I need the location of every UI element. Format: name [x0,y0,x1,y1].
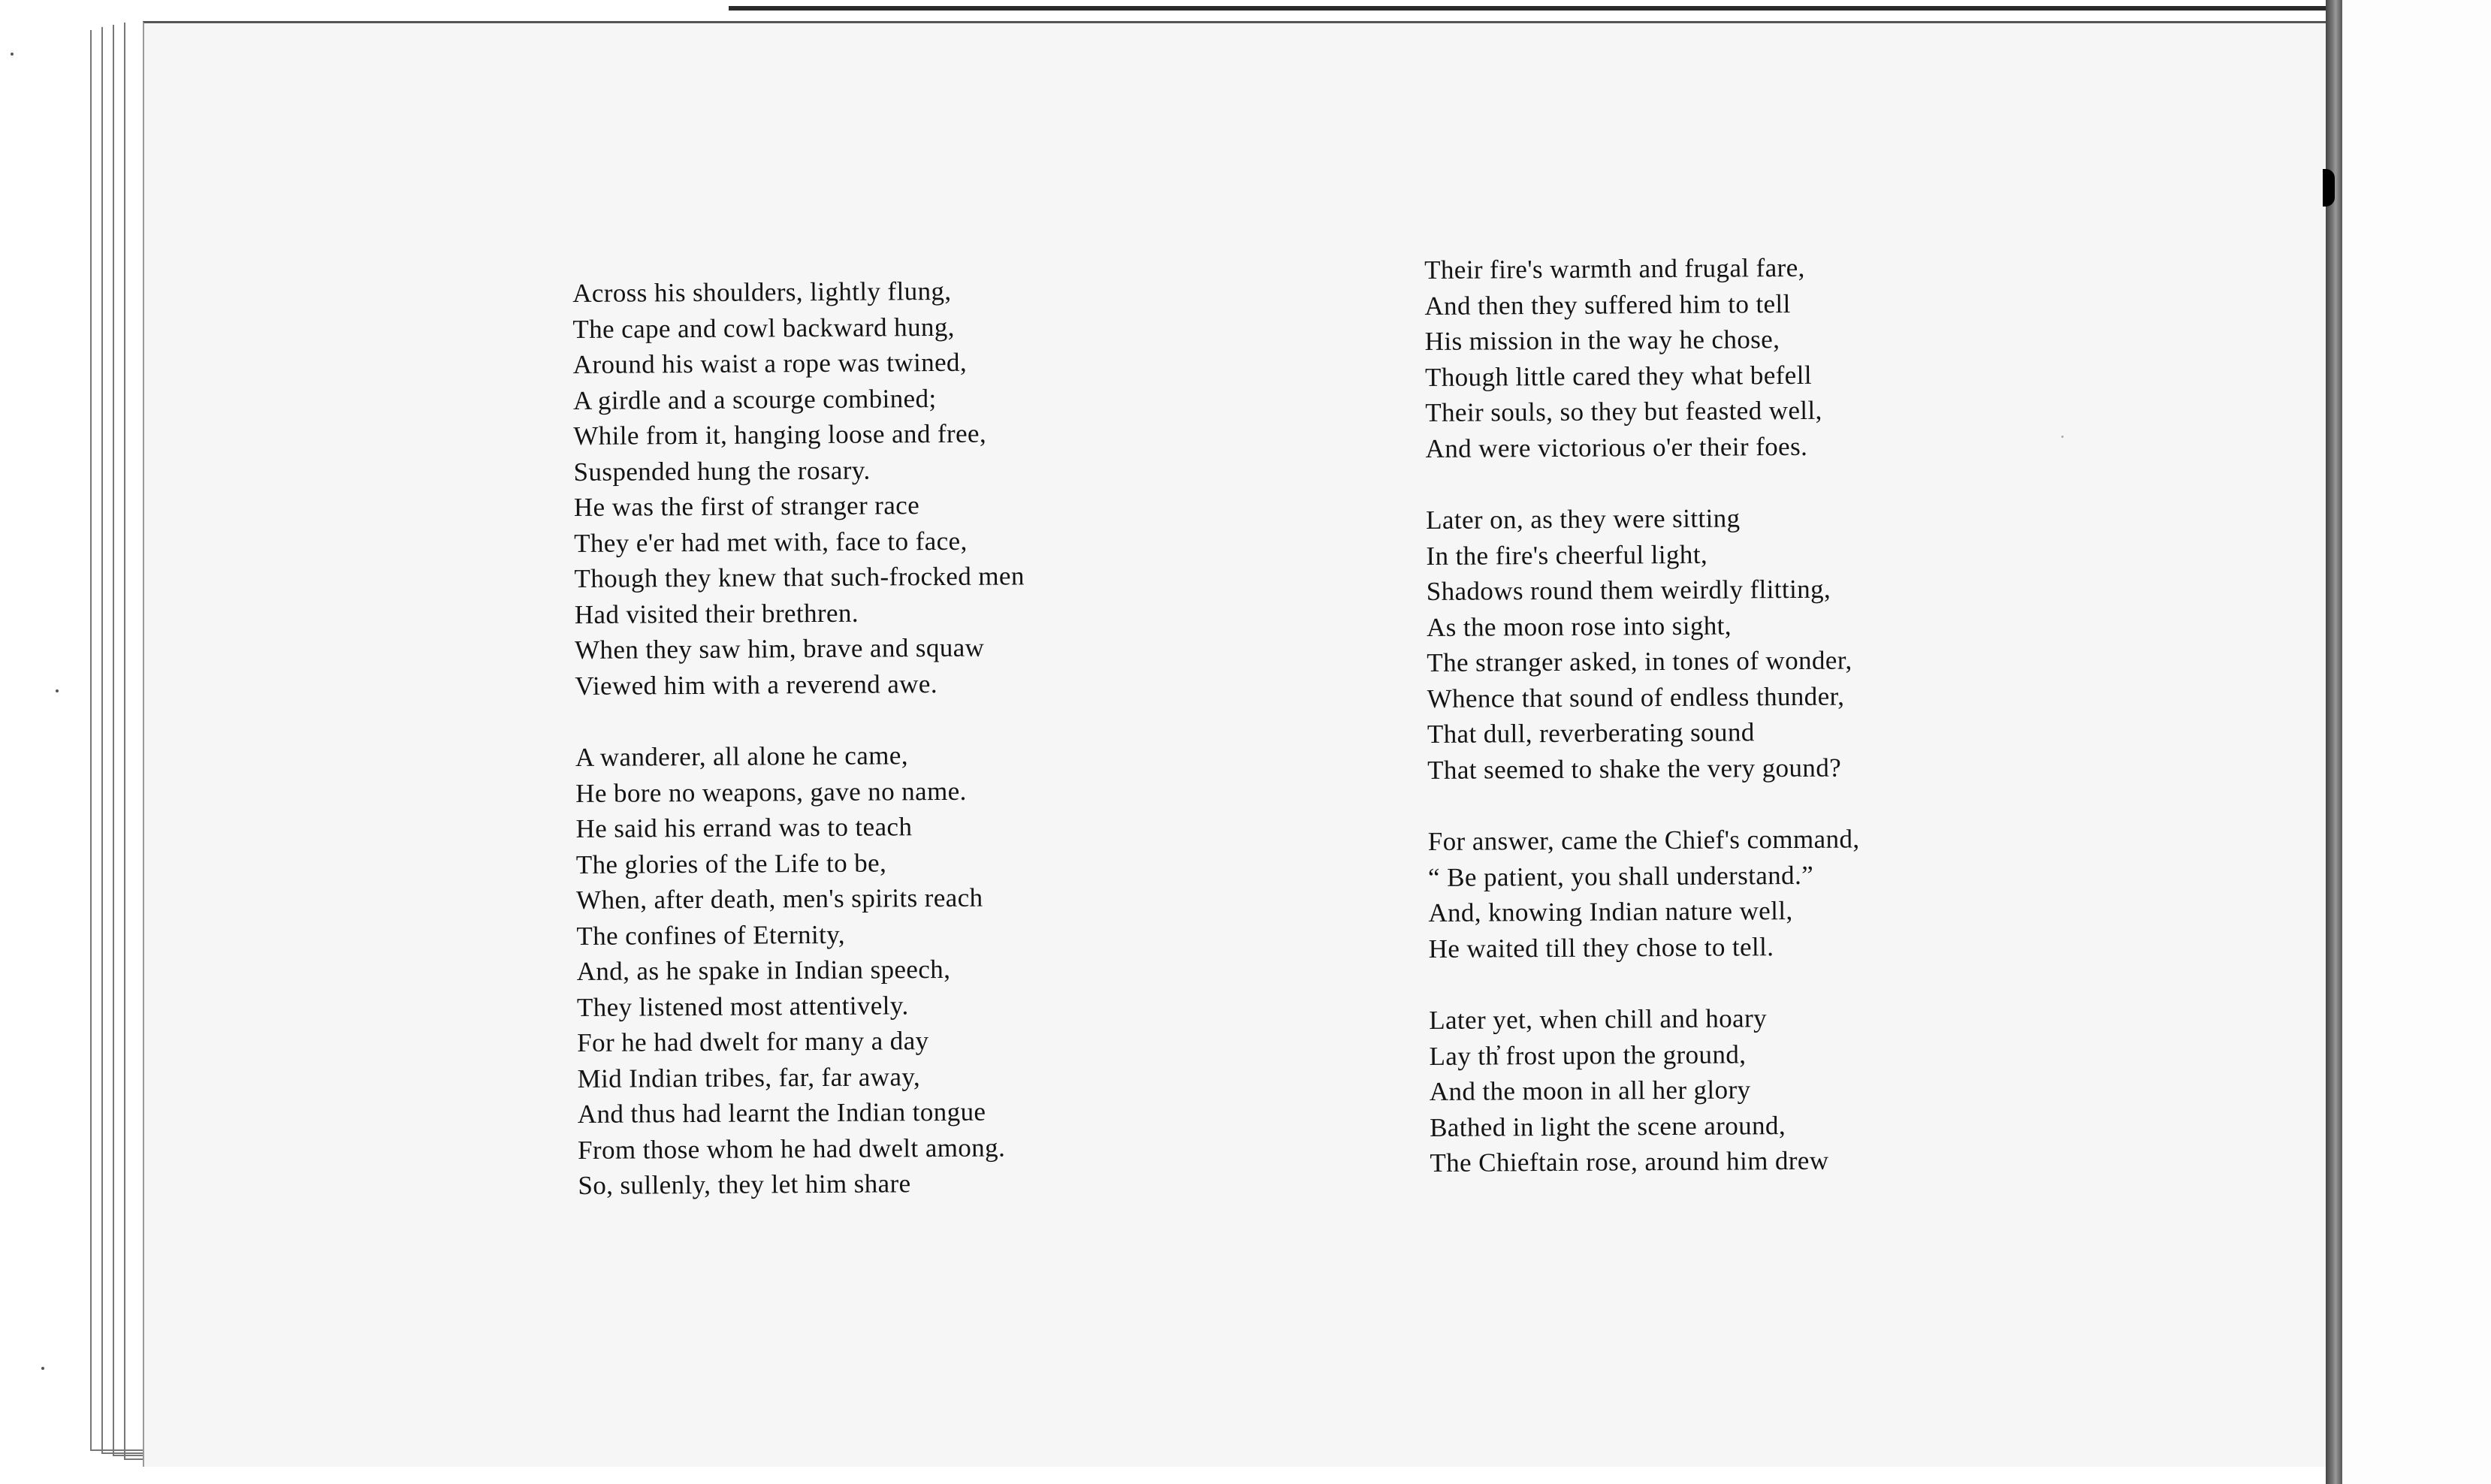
poem-stanza [575,736,1149,1203]
gutter-binding-mark [2323,169,2335,207]
poem-line: For answer, came the Chief's command, [1427,824,1860,856]
poem-line: Lay th̓ frost upon the ground, [1429,1039,1747,1071]
poem-line: The cape and cowl backward hung, [572,312,955,344]
poem-stanza [1429,999,2046,1181]
scan-speck [11,53,14,56]
poem-line: Shadows round them weirdly flitting, [1426,574,1831,606]
poem-line: When, after death, men's spirits reach [575,882,983,915]
poem-line: Across his shoulders, lightly flung, [572,276,952,308]
poem-line: Around his waist a rope was twined, [572,347,968,379]
facing-page-edge [2342,0,2491,1484]
poem-line: Later yet, when chill and hoary [1429,1003,1768,1035]
poem-line: The stranger asked, in tones of wonder, [1427,645,1852,677]
poem-line: They listened most attentively. [576,990,909,1022]
poem-stanza [572,272,1146,704]
poem-line: While from it, hanging loose and free, [573,418,987,451]
poem-line: Viewed him with a reverend awe. [575,668,938,701]
poem-line: For he had dwelt for many a day [577,1026,929,1057]
poem-line: His mission in the way he chose, [1424,324,1780,356]
poem-line: And were victorious o'er their foes. [1425,431,1808,463]
poem-line: Though they knew that such-frocked men [574,561,1025,593]
poem-line: And then they suffered him to tell [1424,288,1791,321]
poem-line: So, sullenly, they let him share [578,1169,911,1200]
poem-line: He waited till they chose to tell. [1428,931,1774,964]
poem-line: And, knowing Indian nature well, [1428,896,1793,928]
poem-stanza [1424,249,2042,466]
poem-line: Mid Indian tribes, far, far away, [577,1061,921,1093]
scan-speck [41,1367,44,1370]
poem-line: That dull, reverberating sound [1427,717,1755,749]
top-page-edge [729,6,2336,11]
poem-line: He bore no weapons, gave no name. [575,776,967,808]
poem-left-column [572,272,1149,1239]
poem-line: Whence that sound of endless thunder, [1427,681,1845,713]
poem-line: That seemed to shake the very gound? [1427,753,1842,785]
poem-line: In the fire's cheerful light, [1426,539,1708,571]
poem-stanza [1428,820,2045,967]
scan-speck [2061,436,2064,438]
poem-line: They e'er had met with, face to face, [574,526,968,558]
poem-line: Their souls, so they but feasted well, [1425,395,1822,427]
poem-line: Later on, as they were sitting [1426,503,1741,535]
poem-line: The glories of the Life to be, [575,847,887,879]
poem-line: Bathed in light the scene around, [1429,1110,1786,1142]
poem-line: And, as he spake in Indian speech, [576,954,951,986]
poem-line: “ Be patient, you shall understand.” [1427,860,1814,892]
poem-line: As the moon rose into sight, [1426,611,1732,642]
poem-line: He was the first of stranger race [573,490,920,522]
poem-stanza [1426,499,2043,788]
book-gutter [2326,0,2342,1484]
poem-line: Though little cared they what befell [1424,360,1813,392]
scan-speck [56,689,59,692]
poem-line: Suspended hung the rosary. [573,455,871,487]
poem-line: Their fire's warmth and frugal fare, [1424,252,1805,285]
poem-line: From those whom he had dwelt among. [577,1133,1006,1165]
poem-line: A girdle and a scourge combined; [572,383,937,415]
poem-line: And thus had learnt the Indian tongue [577,1096,986,1129]
poem-line: When they saw him, brave and squaw [574,632,985,665]
poem-line: And the moon in all her glory [1429,1075,1751,1106]
poem-line: Had visited their brethren. [574,598,859,629]
poem-right-column [1424,249,2046,1217]
poem-line: The confines of Eternity, [576,919,846,951]
poem-line: A wanderer, all alone he came, [575,740,909,772]
poem-line: The Chieftain rose, around him drew [1430,1145,1829,1178]
poem-line: He said his errand was to teach [575,812,913,843]
